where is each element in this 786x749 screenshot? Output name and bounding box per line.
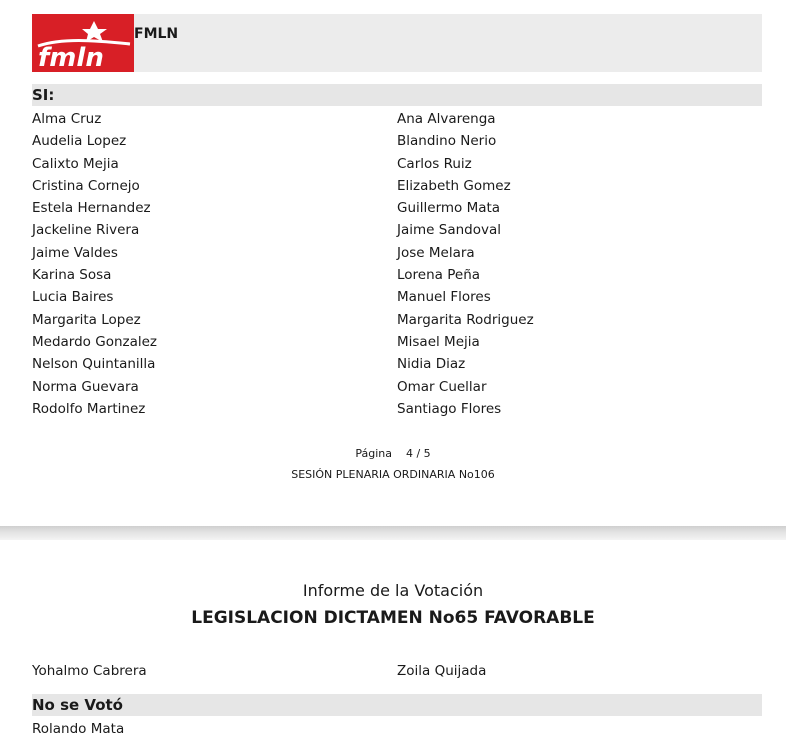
report-subtitle: LEGISLACION DICTAMEN No65 FAVORABLE bbox=[191, 608, 595, 628]
voter-name: Audelia Lopez bbox=[32, 133, 127, 150]
logo-text: fmln bbox=[38, 43, 104, 72]
voter-name: Carlos Ruiz bbox=[397, 155, 472, 172]
voter-name: Lorena Peña bbox=[397, 267, 481, 284]
voter-name: Ana Alvarenga bbox=[397, 111, 496, 127]
voter-name: Zoila Quijada bbox=[397, 663, 487, 679]
page-count: 4 / 5 bbox=[405, 447, 431, 460]
voter-name: Omar Cuellar bbox=[397, 378, 487, 395]
voter-name: Nidia Diaz bbox=[397, 356, 466, 373]
voter-name: Rodolfo Martinez bbox=[32, 400, 146, 417]
voter-name: Karina Sosa bbox=[32, 267, 112, 284]
voter-name: Jackeline Rivera bbox=[32, 222, 140, 239]
session-footer: SESIÓN PLENARIA ORDINARIA No106 bbox=[291, 468, 495, 481]
voter-name: Jaime Sandoval bbox=[397, 222, 501, 239]
voter-name: Manuel Flores bbox=[397, 289, 491, 306]
voter-name: Medardo Gonzalez bbox=[32, 333, 158, 350]
fmln-logo bbox=[32, 14, 134, 72]
voter-name: Guillermo Mata bbox=[397, 200, 501, 217]
voter-name: Margarita Rodriguez bbox=[397, 311, 534, 328]
voter-name: Elizabeth Gomez bbox=[397, 177, 511, 194]
page-separator bbox=[0, 526, 786, 540]
voter-name: Nelson Quintanilla bbox=[32, 356, 156, 373]
voter-name: Calixto Mejia bbox=[32, 155, 119, 172]
page-5 bbox=[0, 540, 786, 749]
voter-name: Alma Cruz bbox=[32, 111, 102, 127]
no-vote-section-label: No se Votó bbox=[32, 696, 123, 714]
si-section-bar bbox=[32, 84, 762, 106]
party-header bbox=[32, 14, 762, 72]
voter-name: Jaime Valdes bbox=[32, 244, 118, 261]
voter-name: Norma Guevara bbox=[32, 378, 139, 395]
voter-name: Jose Melara bbox=[397, 244, 475, 261]
si-names-right bbox=[397, 108, 534, 420]
report-title: Informe de la Votación bbox=[302, 581, 484, 600]
voter-name: Estela Hernandez bbox=[32, 200, 151, 217]
voter-name: Rolando Mata bbox=[32, 721, 125, 737]
page-label: Página bbox=[355, 447, 392, 460]
voter-name: Cristina Cornejo bbox=[32, 177, 140, 194]
voter-name: Margarita Lopez bbox=[32, 311, 141, 328]
page-number bbox=[0, 447, 786, 460]
voter-name: Lucia Baires bbox=[32, 289, 114, 306]
voter-name: Santiago Flores bbox=[397, 400, 502, 417]
party-name: FMLN bbox=[134, 26, 179, 42]
no-vote-section-bar bbox=[32, 694, 762, 716]
voter-name: Yohalmo Cabrera bbox=[32, 663, 147, 679]
si-names-left bbox=[32, 108, 157, 420]
voter-name: Misael Mejia bbox=[397, 333, 480, 350]
voter-name: Blandino Nerio bbox=[397, 133, 497, 150]
si-section-label: SI: bbox=[32, 86, 55, 104]
